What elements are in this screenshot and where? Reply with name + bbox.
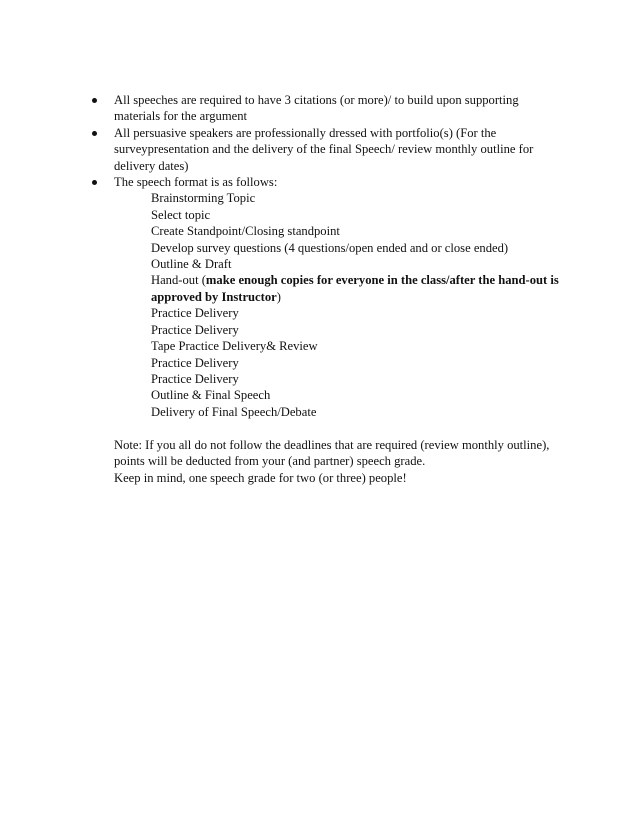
step-item: Practice Delivery bbox=[151, 306, 239, 321]
handout-prefix: Hand-out ( bbox=[151, 273, 206, 288]
bullet-dot-icon bbox=[92, 98, 97, 103]
step-item: Develop survey questions (4 questions/open ended and or close ended) bbox=[151, 240, 509, 255]
step-item: Delivery of Final Speech/Debate bbox=[151, 404, 317, 419]
bullet-dress-code-text: All persuasive speakers are professionally dressed with portfolio(s) (For the surveypresentation and the delivery of the final Speech/ review monthly outline for delivery dates) bbox=[114, 125, 534, 173]
speech-format-steps bbox=[114, 190, 560, 420]
bullet-citations bbox=[90, 92, 560, 125]
bullet-citations-text: All speeches are required to have 3 citations (or more)/ to build upon supporting materials for the argument bbox=[114, 93, 519, 124]
step-item: Outline & Final Speech bbox=[151, 388, 271, 403]
requirements-list bbox=[90, 92, 560, 420]
notes-section bbox=[114, 437, 574, 486]
step-item: Practice Delivery bbox=[151, 322, 239, 337]
step-item: Tape Practice Delivery& Review bbox=[151, 339, 318, 354]
bullet-speech-format-text: The speech format is as follows: bbox=[114, 175, 278, 190]
step-item: Create Standpoint/Closing standpoint bbox=[151, 224, 340, 239]
step-item: Brainstorming Topic bbox=[151, 191, 256, 206]
step-item: Select topic bbox=[151, 207, 211, 222]
bullet-dot-icon bbox=[92, 131, 97, 136]
handout-suffix: ) bbox=[276, 289, 281, 304]
handout-instructions: make enough copies for everyone in the class/after the hand-out is approved by Instructor bbox=[151, 273, 559, 304]
bullet-speech-format bbox=[90, 174, 560, 420]
deadline-note: Note: If you all do not follow the deadlines that are required (review monthly outline), points will be deducted from your (and partner) speech grade. bbox=[114, 438, 550, 469]
step-item: Outline & Draft bbox=[151, 257, 232, 272]
step-item: Practice Delivery bbox=[151, 355, 239, 370]
bullet-dot-icon bbox=[92, 180, 97, 185]
bullet-dress-code bbox=[90, 125, 560, 174]
step-item-handout bbox=[151, 272, 560, 305]
reminder-note: Keep in mind, one speech grade for two (or three) people! bbox=[114, 470, 407, 485]
step-item: Practice Delivery bbox=[151, 371, 239, 386]
